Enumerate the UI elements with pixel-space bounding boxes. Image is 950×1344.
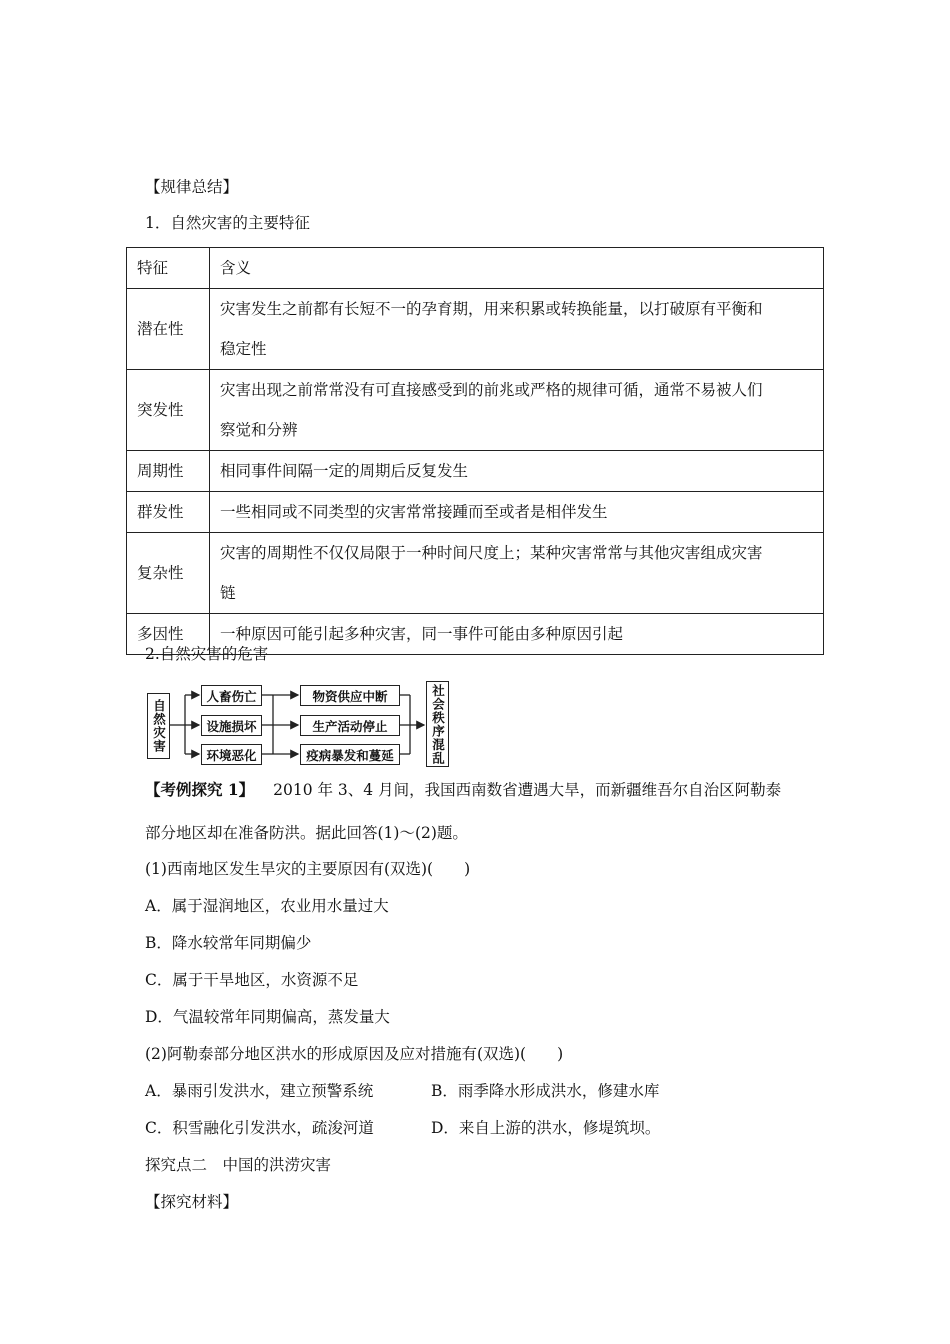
- table-row: [127, 370, 824, 451]
- example-line2: 部分地区却在准备防洪。据此回答(1)～(2)题。: [145, 824, 468, 842]
- table-row-key: 突发性: [127, 370, 210, 451]
- q2-option-a: A．暴雨引发洪水，建立预警系统: [145, 1082, 374, 1100]
- example-text: 2010 年 3、4 月间，我国西南数省遭遇大旱，而新疆维吾尔自治区阿勒泰: [273, 781, 782, 799]
- section3-title: 探究点二 中国的洪涝灾害: [145, 1156, 332, 1174]
- q2-option-d: D．来自上游的洪水，修堤筑坝。: [431, 1119, 661, 1137]
- q2-stem: (2)阿勒泰部分地区洪水的形成原因及应对措施有(双选)( ): [145, 1045, 564, 1063]
- section2-title: 2.自然灾害的危害: [145, 645, 269, 663]
- q2-option-c: C．积雪融化引发洪水，疏浚河道: [145, 1119, 374, 1137]
- q2-options-row2: [145, 1118, 660, 1138]
- example-line1: [145, 780, 781, 800]
- q2-option-b: B．雨季降水形成洪水，修建水库: [431, 1082, 660, 1100]
- table-row-value: 灾害的周期性不仅仅局限于一种时间尺度上；某种灾害常常与其他灾害组成灾害 链: [210, 533, 824, 614]
- table-header-key: 特征: [127, 248, 210, 289]
- table-row-key: 周期性: [127, 451, 210, 492]
- table-row-value: 一些相同或不同类型的灾害常常接踵而至或者是相伴发生: [210, 492, 824, 533]
- level2-box: 生产活动停止: [300, 715, 400, 736]
- q1-option-a: A．属于湿润地区，农业用水量过大: [145, 897, 389, 915]
- table-row: [127, 451, 824, 492]
- table-row-value: 灾害出现之前常常没有可直接感受到的前兆或严格的规律可循，通常不易被人们 察觉和分辨: [210, 370, 824, 451]
- table-row-key: 多因性: [127, 614, 210, 655]
- q1-option-b: B．降水较常年同期偏少: [145, 934, 312, 952]
- q1-stem: (1)西南地区发生旱灾的主要原因有(双选)( ): [145, 860, 471, 878]
- table-row: [127, 533, 824, 614]
- level1-box: 人畜伤亡: [201, 685, 262, 706]
- table-row-key: 复杂性: [127, 533, 210, 614]
- source-box: 自然灾害: [147, 693, 170, 759]
- level2-box: 疫病暴发和蔓延: [300, 744, 400, 765]
- table-header-value: 含义: [210, 248, 824, 289]
- table-row: [127, 289, 824, 370]
- example-label: 【考例探究 1】: [145, 780, 255, 799]
- summary-heading: 【规律总结】: [145, 178, 239, 196]
- table-header-row: [127, 248, 824, 289]
- table-row-key: 群发性: [127, 492, 210, 533]
- q1-option-d: D．气温较常年同期偏高，蒸发量大: [145, 1008, 390, 1026]
- q2-options-row1: [145, 1081, 659, 1101]
- features-table: [126, 247, 824, 655]
- table-row-value: 灾害发生之前都有长短不一的孕育期，用来积累或转换能量，以打破原有平衡和 稳定性: [210, 289, 824, 370]
- table-row-value: 一种原因可能引起多种灾害，同一事件可能由多种原因引起: [210, 614, 824, 655]
- level1-box: 环境恶化: [201, 744, 262, 765]
- level1-box: 设施损坏: [201, 715, 262, 736]
- q1-option-c: C．属于干旱地区，水资源不足: [145, 971, 359, 989]
- table-row-key: 潜在性: [127, 289, 210, 370]
- table-row: [127, 492, 824, 533]
- table-row-value: 相同事件间隔一定的周期后反复发生: [210, 451, 824, 492]
- material-heading: 【探究材料】: [145, 1193, 239, 1211]
- level2-box: 物资供应中断: [300, 685, 400, 706]
- result-box: 社会秩序混乱: [426, 681, 449, 767]
- section1-title: 1．自然灾害的主要特征: [145, 214, 310, 232]
